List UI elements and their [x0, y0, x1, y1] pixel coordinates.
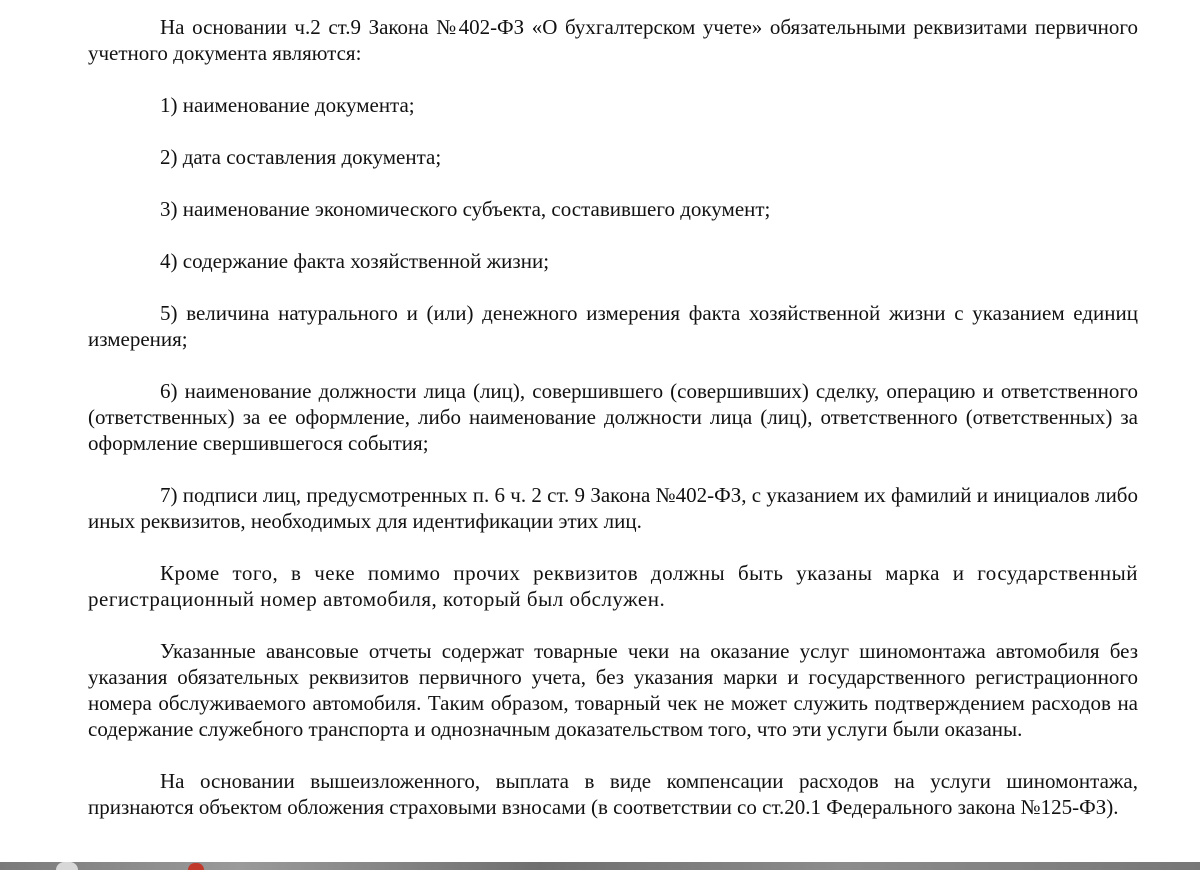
- bottom-edge-strip: [0, 862, 1200, 870]
- bottom-edge-mark-red: [188, 863, 204, 870]
- list-item-2: 2) дата составления документа;: [160, 145, 442, 169]
- list-item-3: 3) наименование экономического субъекта, составившего документ;: [160, 197, 771, 221]
- list-item-6: 6) наименование должности лица (лиц), совершившего (совершивших) сделку, операцию и ответственного (ответственных) за ее оформление, либо наименование должности лица (лиц), ответственного (ответственных) за оформление свершившегося события;: [88, 379, 1138, 455]
- paragraph-check-requirements: Кроме того, в чеке помимо прочих реквизитов должны быть указаны марка и государственный регистрационный номер автомобиля, который был обслужен.: [88, 561, 1138, 611]
- list-item-5: 5) величина натурального и (или) денежного измерения факта хозяйственной жизни с указанием единиц измерения;: [88, 301, 1138, 351]
- list-item-7: 7) подписи лиц, предусмотренных п. 6 ч. 2 ст. 9 Закона №402-ФЗ, с указанием их фамилий и инициалов либо иных реквизитов, необходимых для идентификации этих лиц.: [88, 483, 1138, 533]
- bottom-edge-mark: [56, 862, 78, 870]
- list-item-1: 1) наименование документа;: [160, 93, 415, 117]
- list-item-4: 4) содержание факта хозяйственной жизни;: [160, 249, 550, 273]
- paragraph-intro: На основании ч.2 ст.9 Закона №402-ФЗ «О бухгалтерском учете» обязательными реквизитами первичного учетного документа являются:: [88, 15, 1138, 65]
- paragraph-conclusion: На основании вышеизложенного, выплата в виде компенсации расходов на услуги шиномонтажа, признаются объектом обложения страховыми взносами (в соответствии со ст.20.1 Федерального закона №125-ФЗ).: [88, 769, 1138, 819]
- document-body: [88, 14, 1138, 820]
- paragraph-advance-reports: Указанные авансовые отчеты содержат товарные чеки на оказание услуг шиномонтажа автомобиля без указания обязательных реквизитов первичного учета, без указания марки и государственного регистрационного номера обслуживаемого автомобиля. Таким образом, товарный чек не может служить подтверждением расходов на содержание служебного транспорта и однозначным доказательством того, что эти услуги были оказаны.: [88, 639, 1138, 741]
